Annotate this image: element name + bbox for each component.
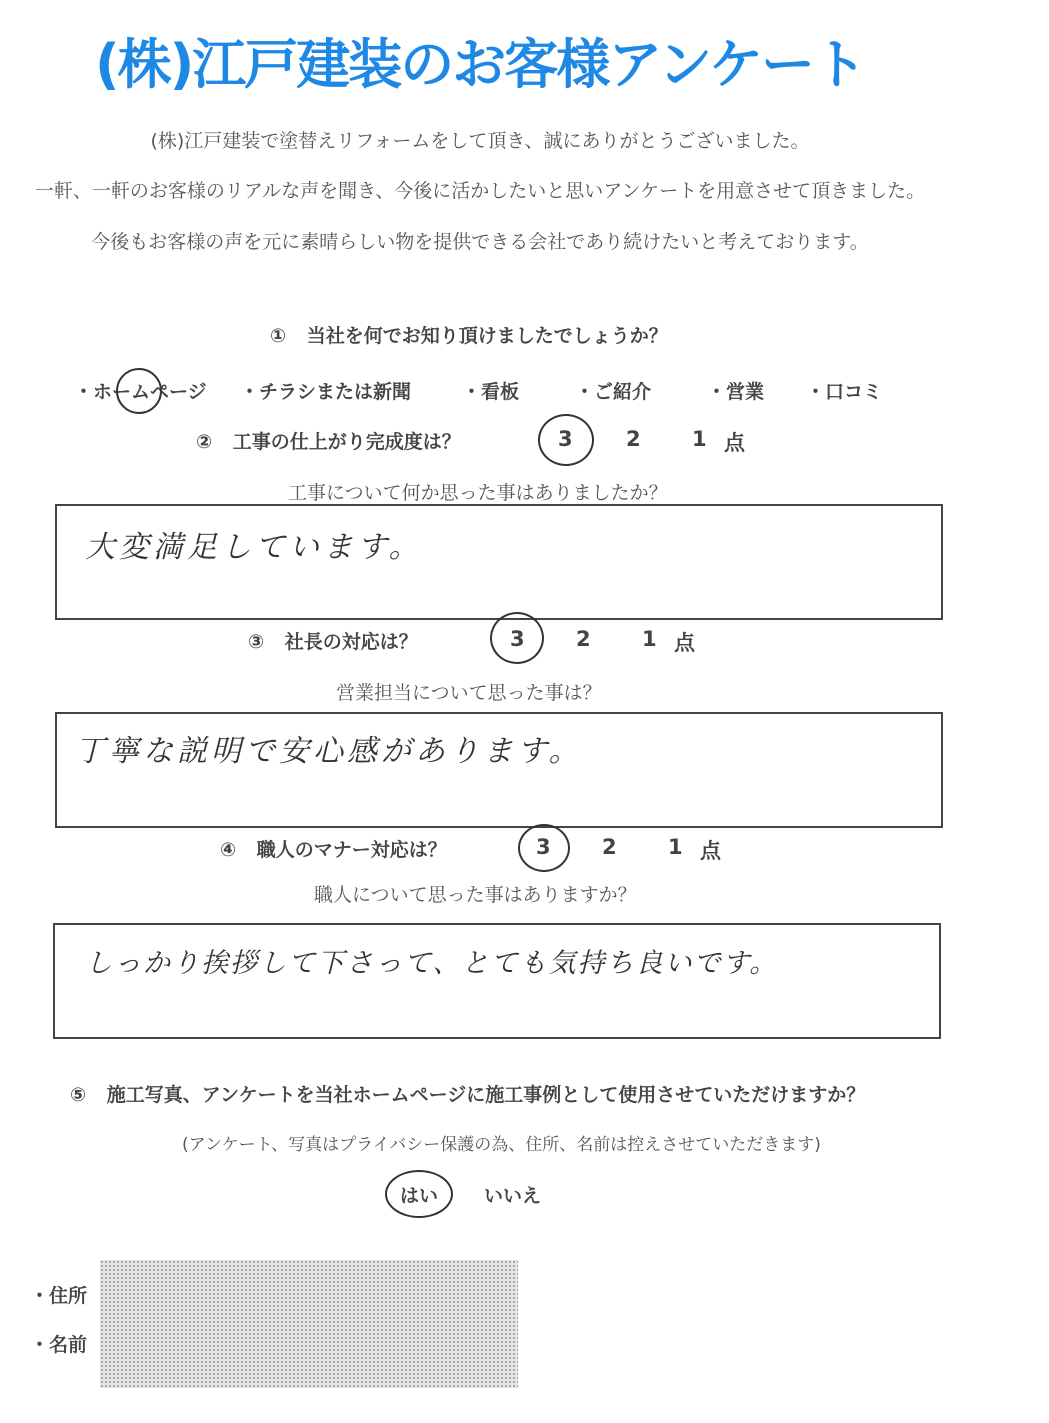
q1-text: 当社を何でお知り頂けましたでしょうか？ [306, 325, 668, 347]
q3-number: ③ [248, 631, 265, 653]
q2-sub-question: 工事について何か思った事はありましたか？ [288, 482, 668, 504]
q2-score-3[interactable]: 3 [558, 427, 573, 451]
name-label: ・名前 [30, 1334, 88, 1356]
intro-line-2: 一軒、一軒のお客様のリアルな声を聞き、今後に活かしたいと思いアンケートを用意させて頂きました。 [34, 180, 926, 202]
q5-text: 施工写真、アンケートを当社ホームページに施工事例として使用させていただけますか？ [106, 1084, 866, 1106]
q4-sub-question: 職人について思った事はありますか？ [314, 884, 637, 906]
q3-answer-box [55, 712, 943, 828]
q5-yes-option[interactable]: はい [400, 1185, 439, 1207]
q2-text: 工事の仕上がり完成度は？ [232, 431, 461, 453]
q2-score-unit: 点 [724, 431, 745, 455]
q3-score-3[interactable]: 3 [510, 627, 525, 651]
q5-question [70, 1080, 865, 1107]
q4-score-1[interactable]: 1 [668, 835, 683, 859]
q4-score-3[interactable]: 3 [536, 835, 551, 859]
q1-option-referral[interactable]: ・ご紹介 [575, 381, 652, 403]
q4-score-unit: 点 [700, 839, 721, 863]
q3-score-1[interactable]: 1 [642, 627, 657, 651]
q3-answer-text: 丁寧な説明で安心感があります。 [75, 734, 583, 769]
q2-answer-box [55, 504, 943, 620]
q2-score-1[interactable]: 1 [692, 427, 707, 451]
q2-answer-text: 大変満足しています。 [85, 530, 423, 565]
address-label: ・住所 [30, 1285, 88, 1307]
q1-option-sales[interactable]: ・営業 [707, 381, 765, 403]
q2-question [196, 427, 461, 454]
q3-sub-question: 営業担当について思った事は？ [336, 682, 602, 704]
q1-selected-circle [116, 368, 162, 414]
q4-question [220, 835, 447, 862]
q5-note: (アンケート、写真はプライバシー保護の為、住所、名前は控えさせていただきます) [182, 1135, 821, 1155]
q5-number: ⑤ [70, 1084, 87, 1106]
redacted-personal-info [100, 1260, 518, 1388]
q4-answer-box [53, 923, 941, 1039]
q1-option-flyer[interactable]: ・チラシまたは新聞 [240, 381, 412, 403]
q3-text: 社長の対応は？ [284, 631, 418, 653]
q2-score-2[interactable]: 2 [626, 427, 641, 451]
survey-title: (株)江戸建装のお客様アンケート [94, 33, 866, 96]
q4-answer-text: しっかり挨拶して下さって、とても気持ち良いです。 [85, 948, 779, 979]
q1-number: ① [270, 325, 287, 347]
q1-question [270, 321, 668, 348]
q4-text: 職人のマナー対応は？ [256, 839, 447, 861]
q4-number: ④ [220, 839, 237, 861]
q1-option-homepage[interactable]: ・ホームページ [74, 381, 207, 403]
q5-no-option[interactable]: いいえ [484, 1185, 542, 1207]
q3-score-2[interactable]: 2 [576, 627, 591, 651]
q3-question [248, 627, 418, 654]
intro-line-3: 今後もお客様の声を元に素晴らしい物を提供できる会社であり続けたいと考えております。 [91, 231, 869, 253]
q1-option-word-of-mouth[interactable]: ・口コミ [806, 381, 883, 403]
q1-option-sign[interactable]: ・看板 [462, 381, 520, 403]
q3-score-unit: 点 [674, 631, 695, 655]
q4-score-2[interactable]: 2 [602, 835, 617, 859]
q2-number: ② [196, 431, 213, 453]
intro-line-1: (株)江戸建装で塗替えリフォームをして頂き、誠にありがとうございました。 [150, 130, 810, 152]
